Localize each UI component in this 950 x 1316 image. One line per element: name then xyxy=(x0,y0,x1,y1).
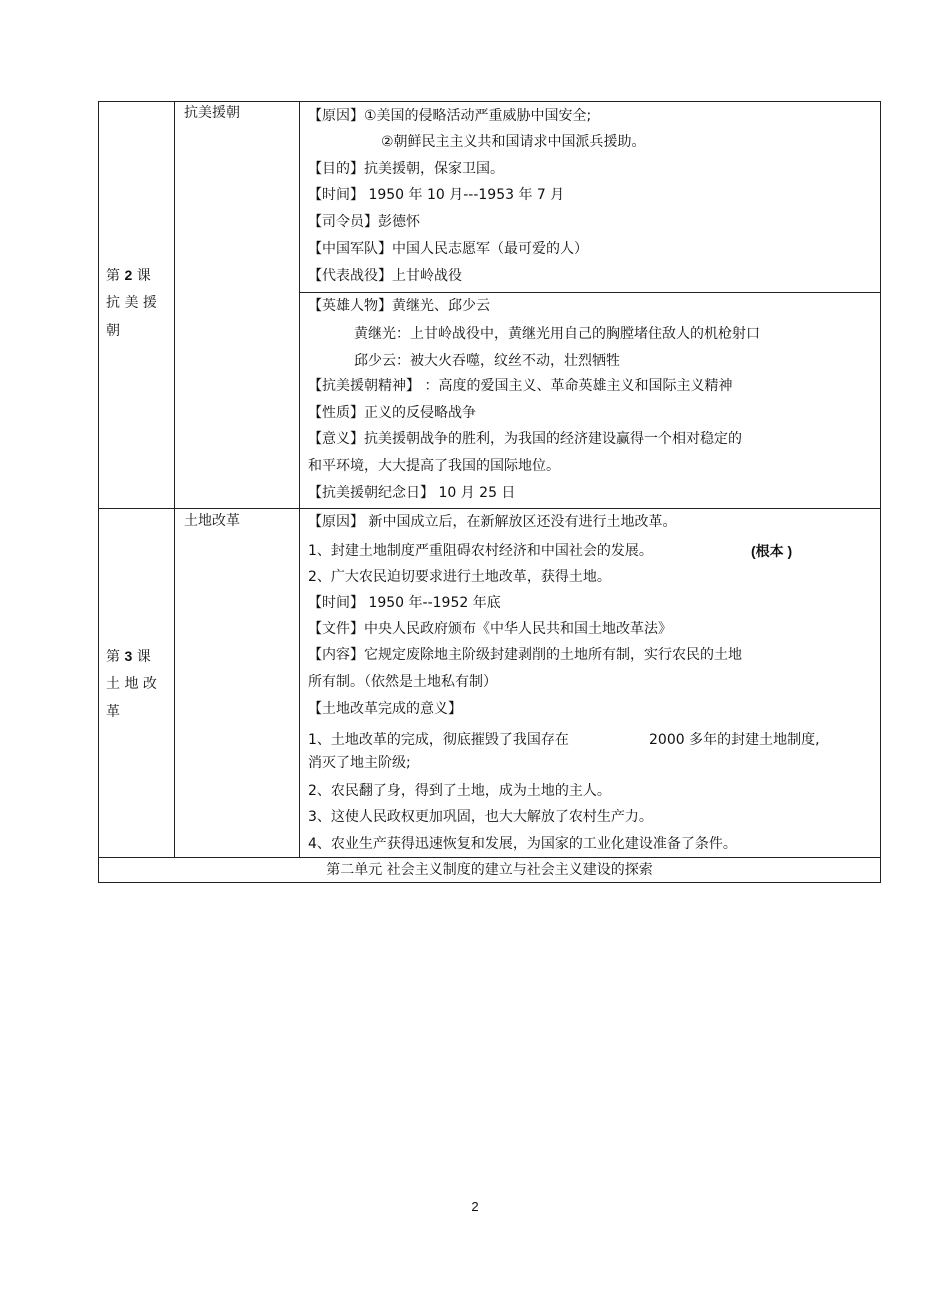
unit-heading: 第二单元 社会主义制度的建立与社会主义建设的探索 xyxy=(326,862,653,878)
lesson3-topic: 土地改革 xyxy=(184,513,240,529)
lesson2-line-qiu: 邱少云：被大火吞噬，纹丝不动，壮烈牺牲 xyxy=(354,353,620,369)
lesson2-line-nature: 【性质】正义的反侵略战争 xyxy=(308,405,476,421)
page-number: 2 xyxy=(471,1199,479,1214)
lesson3-line-meaning-3: 3、这使人民政权更加巩固，也大大解放了农村生产力。 xyxy=(308,809,653,825)
lesson3-line-content: 【内容】它规定废除地主阶级封建剥削的土地所有制，实行农民的土地 xyxy=(308,647,742,663)
inner-row-divider xyxy=(299,292,881,293)
lesson2-label-1: 第 2 课 xyxy=(106,267,151,284)
lesson3-line-meaning-2: 2、农民翻了身，得到了土地，成为土地的主人。 xyxy=(308,783,611,799)
lesson2-line-time: 【时间】 1950 年 10 月---1953 年 7 月 xyxy=(308,187,565,203)
lesson3-line-2: 2、广大农民迫切要求进行土地改革，获得土地。 xyxy=(308,569,611,585)
lesson2-label-2: 抗 美 援 xyxy=(106,295,157,311)
col-divider-2 xyxy=(299,101,300,857)
lesson2-line-army: 【中国军队】中国人民志愿军（最可爱的人） xyxy=(308,241,588,257)
lesson3-line-document: 【文件】中央人民政府颁布《中华人民共和国土地改革法》 xyxy=(308,621,672,637)
lesson3-line-meaning-heading: 【土地改革完成的意义】 xyxy=(308,701,462,717)
lesson3-line-meaning-1: 1、土地改革的完成，彻底摧毁了我国存在 xyxy=(308,732,569,748)
lesson3-line-content-2: 所有制。（依然是土地私有制） xyxy=(308,674,497,690)
lesson2-line-spirit: 【抗美援朝精神】 ：高度的爱国主义、革命英雄主义和国际主义精神 xyxy=(308,378,733,394)
lesson3-line-1-note: (根本 ) xyxy=(751,543,793,559)
lesson2-line-purpose: 【目的】抗美援朝，保家卫国。 xyxy=(308,161,504,177)
lesson3-line-meaning-1b: 2000 多年的封建土地制度, xyxy=(649,732,820,748)
lesson3-label-1: 第 3 课 xyxy=(106,648,151,665)
lesson2-topic: 抗美援朝 xyxy=(184,105,240,121)
lesson3-line-1: 1、封建土地制度严重阻碍农村经济和中国社会的发展。 xyxy=(308,543,653,559)
lesson2-line-battle: 【代表战役】上甘岭战役 xyxy=(308,268,462,284)
lesson3-line-meaning-1c: 消灭了地主阶级; xyxy=(308,755,411,771)
row-divider-lesson xyxy=(98,508,881,509)
row-divider-unit xyxy=(98,857,881,858)
lesson2-label-3: 朝 xyxy=(106,323,120,339)
lesson2-line-cause-2: ②朝鲜民主主义共和国请求中国派兵援助。 xyxy=(381,134,646,150)
col-divider-1 xyxy=(174,101,175,857)
lesson2-line-heroes: 【英雄人物】黄继光、邱少云 xyxy=(308,298,490,314)
lesson3-line-time: 【时间】 1950 年--1952 年底 xyxy=(308,595,501,611)
lesson2-line-memorial: 【抗美援朝纪念日】 10 月 25 日 xyxy=(308,485,516,501)
lesson2-line-commander: 【司令员】彭德怀 xyxy=(308,214,420,230)
lesson3-line-meaning-4: 4、农业生产获得迅速恢复和发展，为国家的工业化建设准备了条件。 xyxy=(308,836,737,852)
lesson3-label-2: 土 地 改 xyxy=(106,676,157,692)
lesson2-line-cause: 【原因】①美国的侵略活动严重威胁中国安全; xyxy=(308,108,592,124)
lesson3-line-cause: 【原因】 新中国成立后，在新解放区还没有进行土地改革。 xyxy=(308,514,677,530)
lesson3-label-3: 革 xyxy=(106,704,120,720)
lesson2-line-significance: 【意义】抗美援朝战争的胜利，为我国的经济建设赢得一个相对稳定的 xyxy=(308,431,742,447)
lesson2-line-huang: 黄继光：上甘岭战役中，黄继光用自己的胸膛堵住敌人的机枪射口 xyxy=(354,326,760,342)
lesson2-line-significance-2: 和平环境，大大提高了我国的国际地位。 xyxy=(308,458,560,474)
